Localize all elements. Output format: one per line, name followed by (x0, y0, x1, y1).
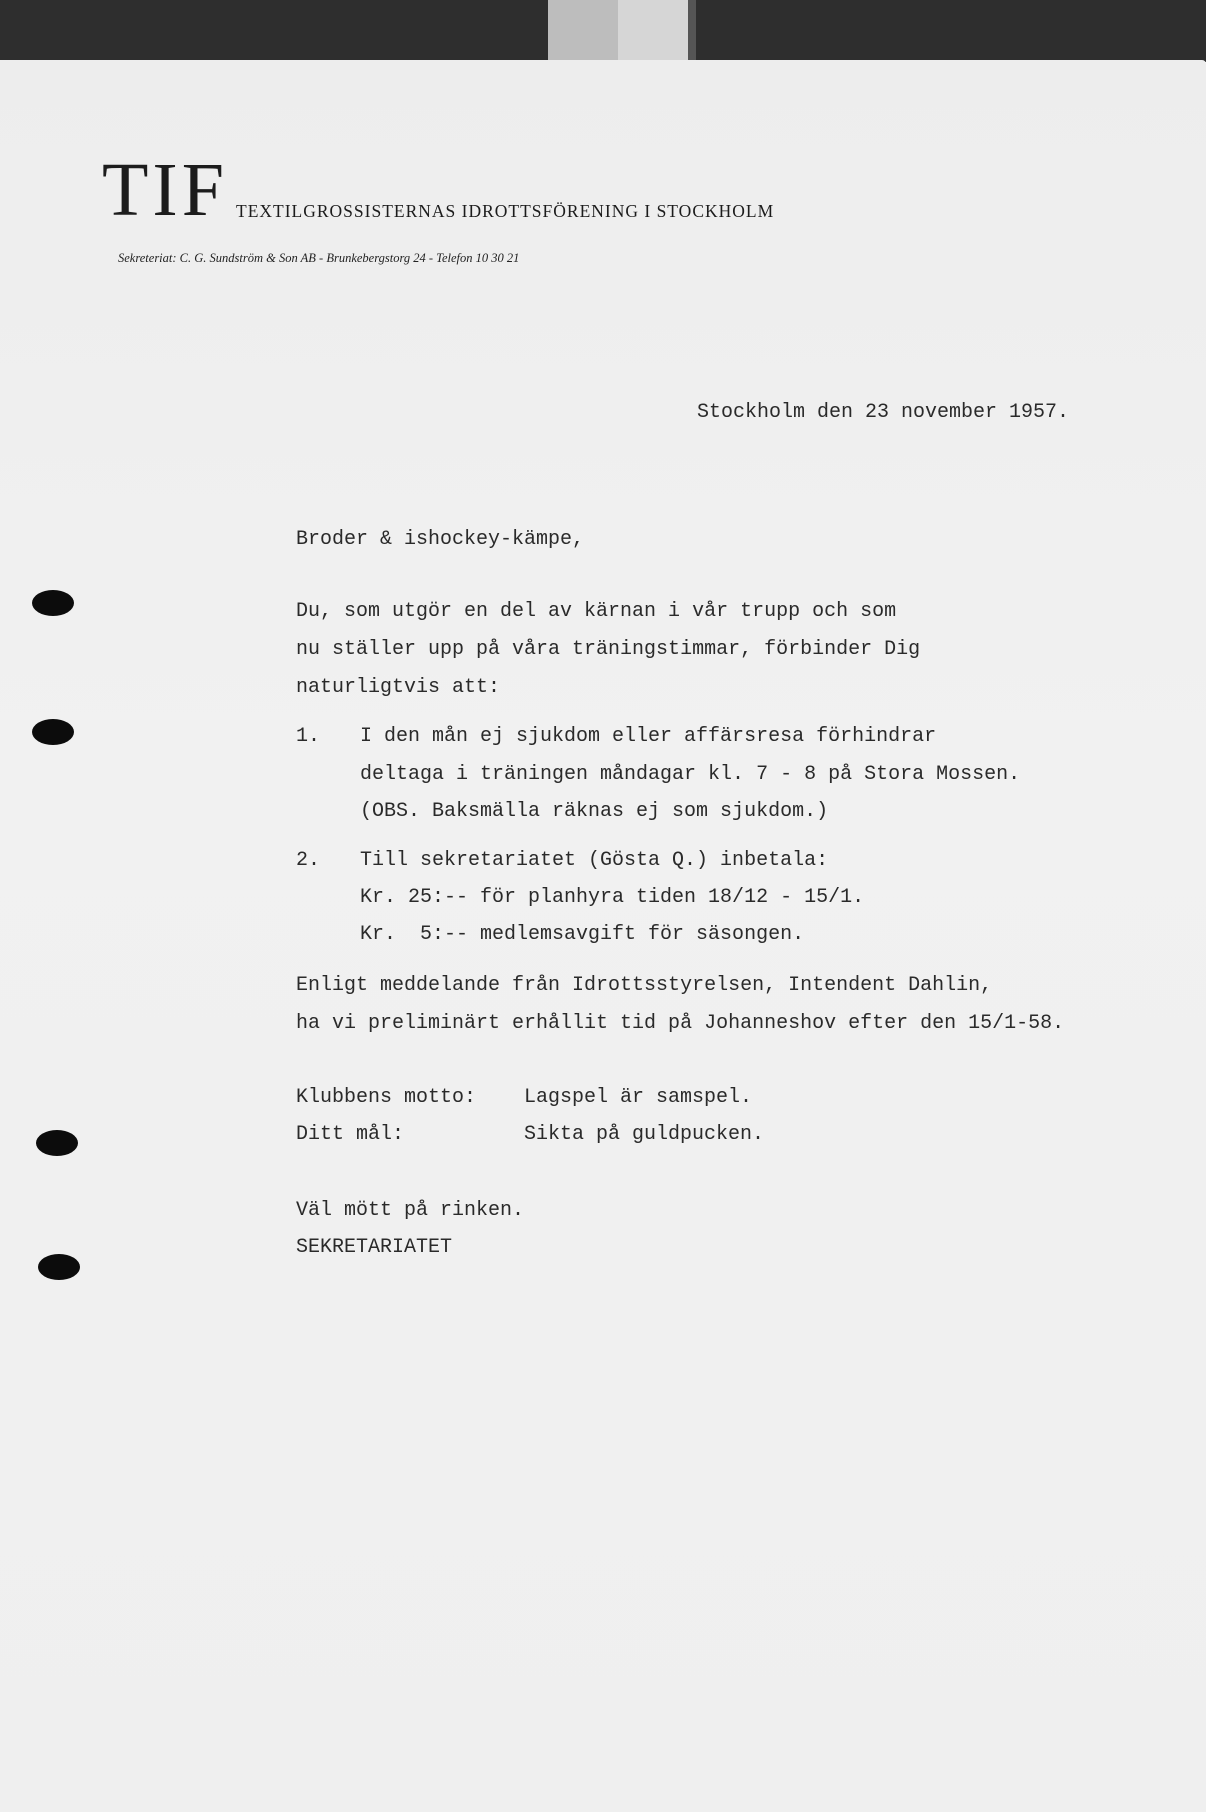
motto-label: Klubbens motto: (296, 1086, 477, 1109)
punch-hole (38, 1254, 80, 1280)
item-line: Till sekretariatet (Gösta Q.) inbetala: (360, 849, 829, 872)
date-line: Stockholm den 23 november 1957. (697, 401, 1070, 424)
club-logo: TIF (102, 148, 228, 232)
film-edge (548, 0, 618, 62)
item-line: I den mån ej sjukdom eller affärsresa förhindrar (360, 725, 937, 748)
secretariat-address: Sekreteriat: C. G. Sundström & Son AB - Brunkebergstorg 24 - Telefon 10 30 21 (118, 251, 520, 265)
intro-line: Du, som utgör en del av kärnan i vår trupp och som (296, 600, 897, 623)
scanner-background-strip (0, 0, 1206, 62)
info-line: Enligt meddelande från Idrottsstyrelsen, Intendent Dahlin, (296, 974, 993, 997)
film-edge (618, 0, 688, 62)
organization-name: TEXTILGROSSISTERNAS IDROTTSFÖRENING I STOCKHOLM (236, 201, 775, 221)
item-number: 1. (296, 725, 321, 748)
item-line: (OBS. Baksmälla räknas ej som sjukdom.) (360, 800, 829, 823)
item-line: deltaga i träningen måndagar kl. 7 - 8 på Stora Mossen. (360, 763, 1021, 786)
goal-value: Sikta på guldpucken. (524, 1123, 765, 1146)
punch-hole (36, 1130, 78, 1156)
intro-line: nu ställer upp på våra träningstimmar, förbinder Dig (296, 638, 921, 661)
intro-line: naturligtvis att: (296, 676, 501, 699)
film-edge (688, 0, 696, 62)
item-line: Kr. 5:-- medlemsavgift för säsongen. (360, 923, 805, 946)
punch-hole (32, 590, 74, 616)
punch-hole (32, 719, 74, 745)
info-line: ha vi preliminärt erhållit tid på Johanneshov efter den 15/1-58. (296, 1012, 1065, 1035)
closing: Väl mött på rinken. (296, 1199, 525, 1222)
goal-label: Ditt mål: (296, 1123, 405, 1146)
motto-value: Lagspel är samspel. (524, 1086, 753, 1109)
item-line: Kr. 25:-- för planhyra tiden 18/12 - 15/1. (360, 886, 865, 909)
item-number: 2. (296, 849, 321, 872)
salutation: Broder & ishockey-kämpe, (296, 528, 585, 551)
signature: SEKRETARIATET (296, 1236, 453, 1259)
